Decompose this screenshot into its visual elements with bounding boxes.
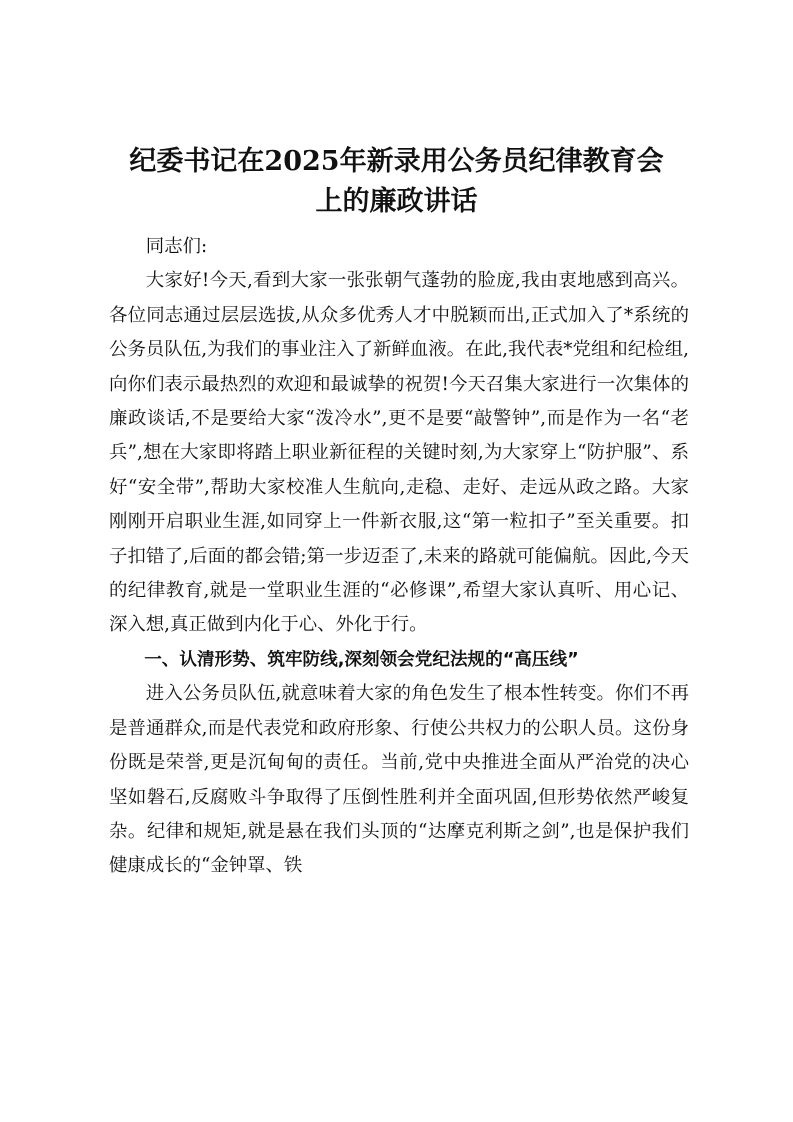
paragraph-2: 进入公务员队伍,就意味着大家的角色发生了根本性转变。你们不再是普通群众,而是代表党和政府形象、行使公共权力的公职人员。这份身份既是荣誉,更是沉甸甸的责任。当前,党中央推进全面从严治党的决心坚如磐石,反腐败斗争取得了压倒性胜利并全面巩固,但形势依然严峻复杂。纪律和规矩,就是悬在我们头顶的“达摩克利斯之剑”,也是保护我们健康成长的“金钟罩、铁 [109,683,689,877]
document-title [100,142,693,222]
title-line-1: 纪委书记在2025年新录用公务员纪律教育会 [129,146,664,177]
paragraph-1: 大家好!今天,看到大家一张张朝气蓬勃的脸庞,我由衷地感到高兴。各位同志通过层层选拔,从众多优秀人才中脱颖而出,正式加入了*系统的公务员队伍,为我们的事业注入了新鲜血液。在此,我代表*党组和纪检组,向你们表示最热烈的欢迎和最诚挚的祝贺!今天召集大家进行一次集体的廉政谈话,不是要给大家“泼冷水”,更不是要“敲警钟”,而是作为一名“老兵”,想在大家即将踏上职业新征程的关键时刻,为大家穿上“防护服”、系好“安全带”,帮助大家校准人生航向,走稳、走好、走远从政之路。大家刚刚开启职业生涯,如同穿上一件新衣服,这“第一粒扣子”至关重要。扣子扣错了,后面的都会错;第一步迈歪了,未来的路就可能偏航。因此,今天的纪律教育,就是一堂职业生涯的“必修课”,希望大家认真听、用心记、深入想,真正做到内化于心、外化于行。 [109,270,689,636]
title-line-2: 上的廉政讲话 [315,186,478,217]
document-body [109,230,689,884]
section-heading-1: 一、认清形势、筑牢防线,深刻领会党纪法规的“高压线” [144,649,579,670]
salutation: 同志们: [145,236,208,257]
